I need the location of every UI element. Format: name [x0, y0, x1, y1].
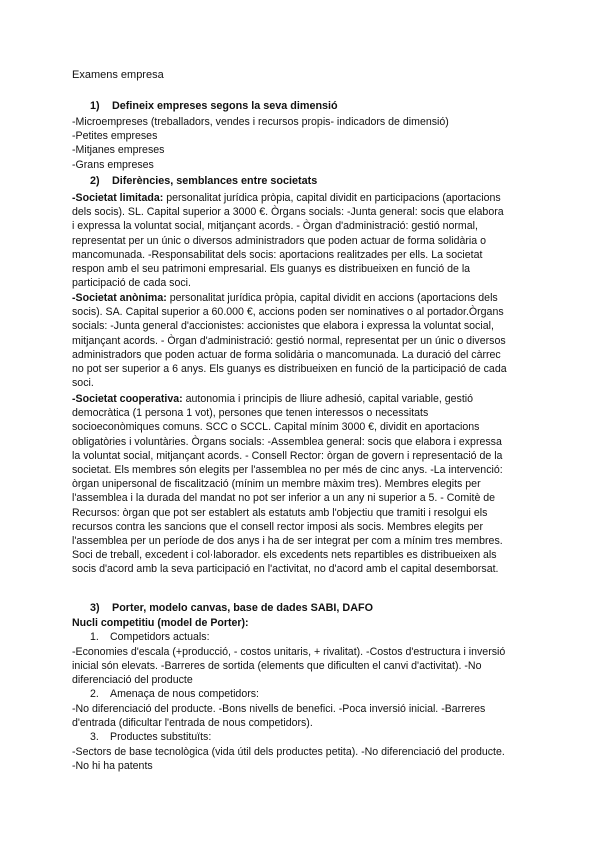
section-2-heading — [90, 175, 317, 187]
subsection-1-text — [72, 645, 534, 688]
list-item: -Mitjanes empreses — [72, 144, 165, 157]
paragraph-line: socials: -Junta general d'accionistes: accionistes que elabora i expressa la voluntat social, — [72, 320, 494, 333]
list-item: -Microempreses (treballadors, vendes i recursos propis- indicadors de dimensió) — [72, 116, 449, 128]
paragraph-line: participació de cada soci. — [72, 277, 191, 290]
paragraph-line: -Sectors de base tecnològica (vida útil dels productes petita). -No diferenciació del producte. — [72, 746, 505, 758]
paragraph-line: -Economies d'escala (+producció, - costos unitaris, + rivalitat). -Costos d'estructura i inversió — [72, 646, 506, 658]
subsection-3-heading — [90, 731, 211, 743]
paragraph-line: administradors que poden actuar de forma solidària o mancomunada. La duració del càrrec — [72, 348, 501, 361]
paragraph-line: -No diferenciació del producte. -Bons nivells de benefici. -Poca inversió inicial. -Barreres — [72, 703, 486, 715]
paragraph-line: socioeconòmiques comuns. SCC o SCCL. Capital mínim 3000 €, dividit en aportacions — [72, 421, 480, 434]
societat-limitada-paragraph — [72, 191, 534, 290]
paragraph-line: autonomia i principis de lliure adhesió, capital variable, gestió — [182, 393, 474, 405]
subsection-1-number: 1. — [90, 631, 99, 643]
paragraph-line: obligatòries i voluntàries. Òrgans socials: -Assemblea general: socis que elabora i expressa — [72, 435, 502, 448]
paragraph-line: la voluntat social, mitjançant acords. - Consell Rector: òrgan de govern i representació de la — [72, 449, 503, 462]
section-2-number: 2) — [90, 175, 100, 187]
subsection-1-title: Competidors actuals: — [110, 631, 210, 643]
societat-anonima-paragraph — [72, 291, 534, 390]
paragraph-line: recursos contra les sancions que el consell rector imposi als socis. Membres elegits per — [72, 520, 483, 533]
societat-limitada-label: -Societat limitada: — [72, 192, 164, 204]
paragraph-line: respon amb el seu patrimoni empresarial. Els guanys es distribueixen en funció de la — [72, 263, 471, 276]
paragraph-line: l'assemblea per un període de dos anys i ha de ser integrat per com a mínim tres membres. — [72, 535, 503, 548]
section-3-number: 3) — [90, 602, 100, 614]
paragraph-line: societat. Els membres són elegits per l'assemblea no per més de cinc anys. -La intervenció: — [72, 464, 503, 477]
section-3-title: Porter, modelo canvas, base de dades SABI, DAFO — [112, 602, 374, 614]
subsection-2-number: 2. — [90, 688, 99, 700]
societat-anonima-label: -Societat anònima: — [72, 292, 167, 304]
section-1-number: 1) — [90, 100, 100, 112]
subsection-3-text — [72, 745, 534, 773]
paragraph-line: diferenciació del producte — [72, 674, 193, 687]
subsection-1-heading — [90, 631, 210, 643]
paragraph-line: òrgan unipersonal de fiscalització (mínim un membre màxim tres). Membres elegits per — [72, 478, 481, 491]
paragraph-line: dels socis). SL. Capital superior a 3000 €. Òrgans socials: -Junta general: socis que elabora — [72, 206, 504, 219]
section-1-list — [72, 115, 534, 172]
paragraph-line: mancomunada. -Responsabilitat dels socis: aportacions realitzades per ells. La societat — [72, 248, 483, 261]
paragraph-line: Soci de treball, excedent i col·laborador. els excedents nets repartibles es distribueixen als — [72, 549, 497, 562]
paragraph-line: mitjançant acords. - Òrgan d'administració: gestió normal, representat per un únic o diversos — [72, 334, 506, 347]
section-2-title: Diferències, semblances entre societats — [112, 175, 318, 187]
paragraph-line: personalitat jurídica pròpia, capital dividit en participacions (aportacions — [163, 192, 501, 204]
list-item: -Grans empreses — [72, 158, 154, 171]
subsection-2-text — [72, 702, 534, 730]
subsection-2-heading — [90, 688, 259, 700]
paragraph-line: no pot ser superior a 6 anys. Els guanys es distribueixen en funció de la participació de cada — [72, 363, 507, 376]
section-1-heading — [90, 100, 338, 112]
paragraph-line: Recursos: òrgan que pot ser establert als estatuts amb l'objectiu que tramiti i resolgui els — [72, 506, 488, 519]
list-item: -Petites empreses — [72, 130, 158, 143]
paragraph-line: socis). SA. Capital superior a 60.000 €, accions poden ser nominatives o al portador.Òrgans — [72, 306, 504, 319]
paragraph-line: i expressa la voluntat social, mitjançant acords. - Òrgan d'administració: gestió normal, — [72, 220, 478, 233]
paragraph-line: socis d'acord amb la seva participació en l'activitat, no d'acord amb el capital desemborsat. — [72, 563, 499, 576]
nucli-competitiu-heading: Nucli competitiu (model de Porter): — [72, 617, 249, 629]
subsection-3-number: 3. — [90, 731, 99, 743]
paragraph-line: inicial són elevats. -Barreres de sortida (elements que dificulten el canvi d'activitat). -No — [72, 660, 482, 673]
paragraph-line: l'assemblea i la durada del mandat no pot ser inferior a un any ni superior a 5. - Comitè de — [72, 492, 496, 505]
paragraph-line: soci. — [72, 377, 94, 390]
doc-title: Examens empresa — [72, 69, 164, 81]
section-1-title: Defineix empreses segons la seva dimensió — [112, 100, 338, 112]
subsection-3-title: Productes substituïts: — [110, 731, 212, 743]
subsection-2-title: Amenaça de nous competidors: — [110, 688, 259, 700]
paragraph-line: representat per un únic o diversos administradors que poden actuar de forma solidària o — [72, 234, 486, 247]
societat-cooperativa-paragraph — [72, 392, 534, 577]
paragraph-line: personalitat jurídica pròpia, capital dividit en accions (aportacions dels — [166, 292, 498, 304]
paragraph-line: democràtica (1 persona 1 vot), persones que tenen interessos o necessitats — [72, 407, 429, 420]
section-3-heading — [90, 602, 373, 614]
societat-cooperativa-label: -Societat cooperativa: — [72, 393, 183, 405]
paragraph-line: -No hi ha patents — [72, 760, 153, 773]
paragraph-line: d'entrada (dificultar l'entrada de nous competidors). — [72, 717, 313, 730]
